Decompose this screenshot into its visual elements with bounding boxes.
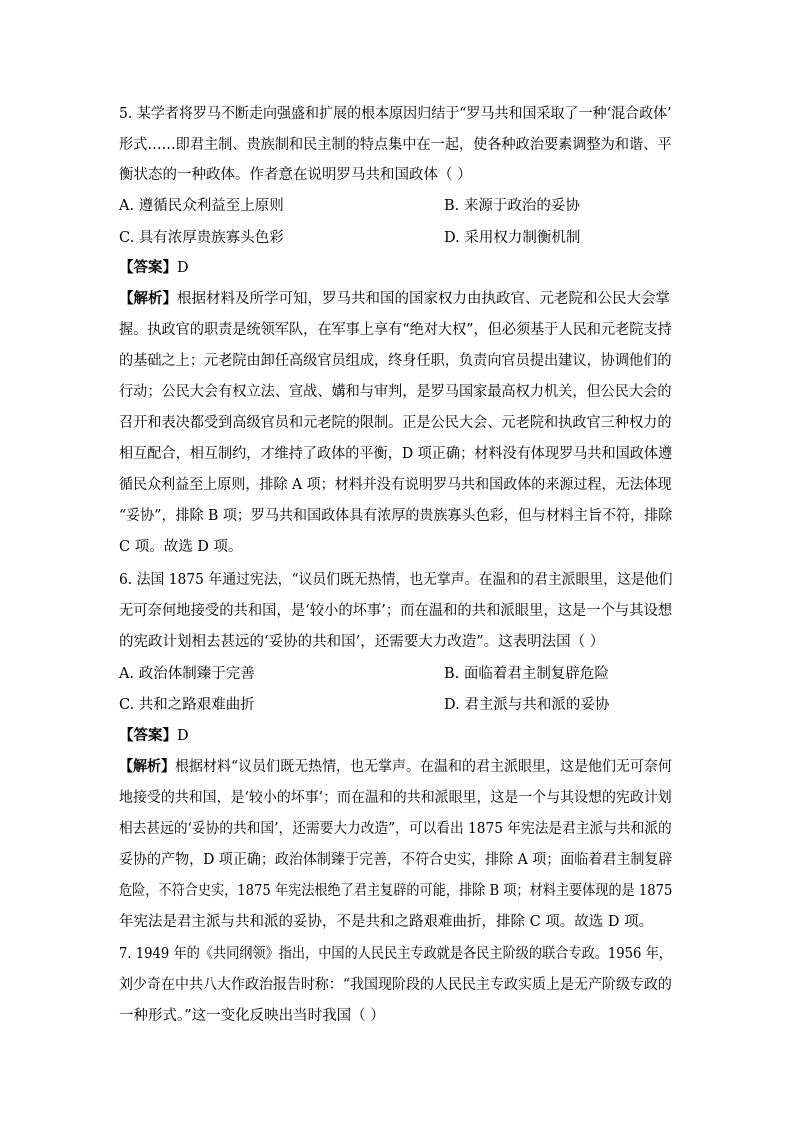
analysis-text: 根据材料“议员们既无热情，也无掌声。在温和的君主派眼里，这是他们无可奈何: [174, 759, 672, 775]
q6-option-c: C. 共和之路艰难曲折: [119, 697, 255, 713]
q6-stem-line-2: 无可奈何地接受的共和国，是‘较小的坏事’；而在温和的共和派眼里，这是一个与其设想: [119, 603, 673, 619]
analysis-label: 【解析】: [119, 290, 177, 307]
q5-analysis-line-4: 行动；公民大会有权立法、宣战、媾和与审判，是罗马国家最高权力机关，但公民大会的: [119, 384, 672, 400]
q5-analysis-line-7: 循民众利益至上原则，排除 A 项；材料并没有说明罗马共和国政体的来源过程，无法体现: [119, 477, 672, 493]
q5-analysis-line-3: 的基础之上；元老院由卸任高级官员组成，终身任职，负责向官员提出建议，协调他们的: [119, 353, 672, 369]
q5-stem-line-3: 衡状态的一种政体。作者意在说明罗马共和国政体（ ）: [119, 167, 472, 183]
q6-option-d: D. 君主派与共和派的妥协: [444, 697, 610, 713]
q5-stem-line-2: 形式……即君主制、贵族制和民主制的特点集中在一起，使各种政治要素调整为和谐、平: [119, 137, 672, 153]
q6-option-a: A. 政治体制臻于完善: [119, 666, 255, 682]
q5-analysis-line-5: 召开和表决都受到高级官员和元老院的限制。正是公民大会、元老院和执政官三种权力的: [119, 415, 672, 431]
q5-analysis-line-2: 握。执政官的职责是统领军队，在军事上享有“绝对大权”，但必须基于人民和元老院支持: [119, 322, 672, 338]
q5-analysis-line-6: 相互配合，相互制约，才维持了政体的平衡，D 项正确；材料没有体现罗马共和国政体遵: [119, 446, 673, 462]
q6-answer: [119, 726, 189, 746]
q7-stem-line-1: 7. 1949 年的《共同纲领》指出，中国的人民民主专政就是各民主阶级的联合专政。1956 年，: [119, 946, 672, 962]
q6-analysis-line-2: 地接受的共和国，是‘较小的坏事’；而在温和的共和派眼里，这是一个与其设想的宪政计划: [119, 790, 672, 806]
analysis-label: 【解析】: [119, 758, 175, 775]
q5-analysis-line-9: C 项。故选 D 项。: [119, 539, 243, 555]
q6-analysis-line-6: 年宪法是君主派与共和派的妥协，不是共和之路艰难曲折，排除 C 项。故选 D 项。: [119, 914, 654, 930]
q5-option-b: B. 来源于政治的妥协: [444, 198, 580, 214]
q7-stem-line-3: 一种形式。”这一变化反映出当时我国（ ）: [119, 1008, 385, 1024]
answer-value: D: [177, 728, 189, 744]
answer-label: 【答案】: [119, 259, 177, 276]
answer-value: D: [177, 260, 189, 276]
q6-analysis-line-1: [119, 757, 672, 777]
q6-stem-line-3: 的宪政计划相去甚远的‘妥协的共和国’，还需要大力改造”。这表明法国（ ）: [119, 634, 605, 650]
analysis-text: 根据材料及所学可知，罗马共和国的国家权力由执政官、元老院和公民大会掌: [177, 291, 670, 307]
q5-analysis-line-8: “妥协”，排除 B 项；罗马共和国政体具有浓厚的贵族寡头色彩，但与材料主旨不符，排除: [119, 508, 673, 524]
answer-label: 【答案】: [119, 727, 177, 744]
q6-analysis-line-5: 危险，不符合史实，1875 年宪法根绝了君主复辟的可能，排除 B 项；材料主要体现的是 1875: [119, 883, 673, 899]
q6-analysis-line-3: 相去甚远的‘妥协的共和国’，还需要大力改造”，可以看出 1875 年宪法是君主派与共和派的: [119, 821, 672, 837]
q6-option-b: B. 面临着君主制复辟危险: [444, 666, 609, 682]
q6-stem-line-1: 6. 法国 1875 年通过宪法，“议员们既无热情，也无掌声。在温和的君主派眼里，这是他们: [119, 572, 673, 588]
q5-option-a: A. 遵循民众利益至上原则: [119, 198, 284, 214]
q5-stem-line-1: 5. 某学者将罗马不断走向强盛和扩展的根本原因归结于“罗马共和国采取了一种‘混合政体’: [119, 106, 672, 122]
q6-analysis-line-4: 妥协的产物，D 项正确；政治体制臻于完善，不符合史实，排除 A 项；面临着君主制复辟: [119, 852, 673, 868]
q5-option-d: D. 采用权力制衡机制: [444, 230, 581, 246]
q5-analysis-line-1: [119, 289, 670, 309]
q7-stem-line-2: 刘少奇在中共八大作政治报告时称：“我国现阶段的人民民主专政实质上是无产阶级专政的: [119, 977, 672, 993]
q5-option-c: C. 具有浓厚贵族寡头色彩: [119, 230, 284, 246]
q5-answer: [119, 258, 189, 278]
